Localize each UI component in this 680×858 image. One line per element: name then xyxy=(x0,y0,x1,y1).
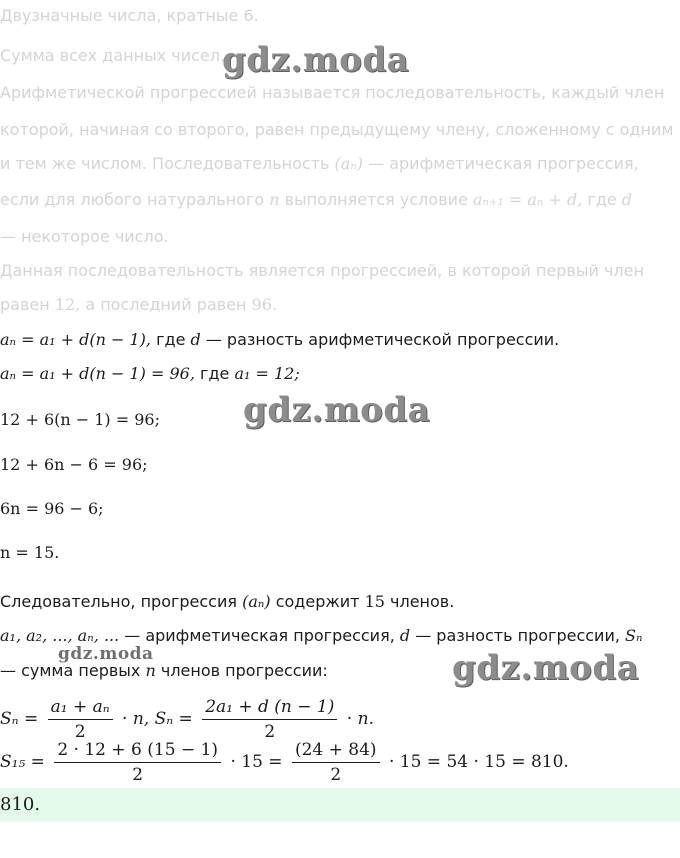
condition-line-3: Арифметической прогрессией называется последовательность, каждый член xyxy=(0,83,665,102)
formula-general: aₙ = a₁ + d(n − 1), где d — разность арифметической прогрессии. xyxy=(0,330,560,349)
equation-4: n = 15. xyxy=(0,543,60,562)
watermark-logo: gdz.moda xyxy=(222,40,410,80)
sum-intro-1: a₁, a₂, ..., aₙ, ... — арифметическая прогрессия, d — разность прогрессии, Sₙ xyxy=(0,626,643,645)
sum-fraction-1: $\frac{\text{a₁ + aₙ}}{2}$ xyxy=(48,697,113,742)
equation-2: 12 + 6n − 6 = 96; xyxy=(0,455,148,474)
condition-line-6: если для любого натурального n выполняется условие aₙ₊₁ = aₙ + d, где d xyxy=(0,190,633,209)
equation-1: 12 + 6(n − 1) = 96; xyxy=(0,410,160,429)
s15-fraction-1: $\frac{2 \cdot 12 + 6 (15 - 1)}{2}$ xyxy=(54,740,221,785)
sum-15-calculation: S₁₅ = $\frac{2 \cdot 12 + 6 (15 - 1)}{2}$ · 15 = $\frac{(24 + 84)}{2}$ · 15 = 54 · 15 = 810. xyxy=(0,740,569,785)
sum-formula: Sₙ = $\frac{\text{a₁ + aₙ}}{2}$ · n, Sₙ = $\frac{\text{2a₁ + d (n − 1)}}{2}$ · n. xyxy=(0,697,374,742)
answer-box xyxy=(0,788,680,822)
condition-line-2: Сумма всех данных чисел. xyxy=(0,46,226,65)
answer-text: 810. xyxy=(0,794,41,815)
watermark-logo: gdz.moda xyxy=(452,648,640,688)
condition-line-7: — некоторое число. xyxy=(0,227,169,246)
conclusion: Следовательно, прогрессия (aₙ) содержит 15 членов. xyxy=(0,592,455,611)
sum-intro-2: — сумма первых n членов прогрессии: xyxy=(0,661,328,680)
condition-line-4: которой, начиная со второго, равен предыдущему члену, сложенному с одним xyxy=(0,120,674,139)
watermark-logo-small: gdz.moda xyxy=(58,644,154,664)
condition-line-5: и тем же числом. Последовательность (aₙ) — арифметическая прогрессия, xyxy=(0,154,639,173)
condition-line-1: Двузначные числа, кратные 6. xyxy=(0,6,259,25)
s15-fraction-2: $\frac{(24 + 84)}{2}$ xyxy=(292,740,380,785)
equation-3: 6n = 96 − 6; xyxy=(0,499,104,518)
watermark-logo: gdz.moda xyxy=(243,390,431,430)
sum-fraction-2: $\frac{\text{2a₁ + d (n − 1)}}{2}$ xyxy=(202,697,337,742)
condition-line-9: равен 12, а последний равен 96. xyxy=(0,295,277,314)
formula-substitution: aₙ = a₁ + d(n − 1) = 96, где a₁ = 12; xyxy=(0,364,300,383)
condition-line-8: Данная последовательность является прогрессией, в которой первый член xyxy=(0,261,644,280)
